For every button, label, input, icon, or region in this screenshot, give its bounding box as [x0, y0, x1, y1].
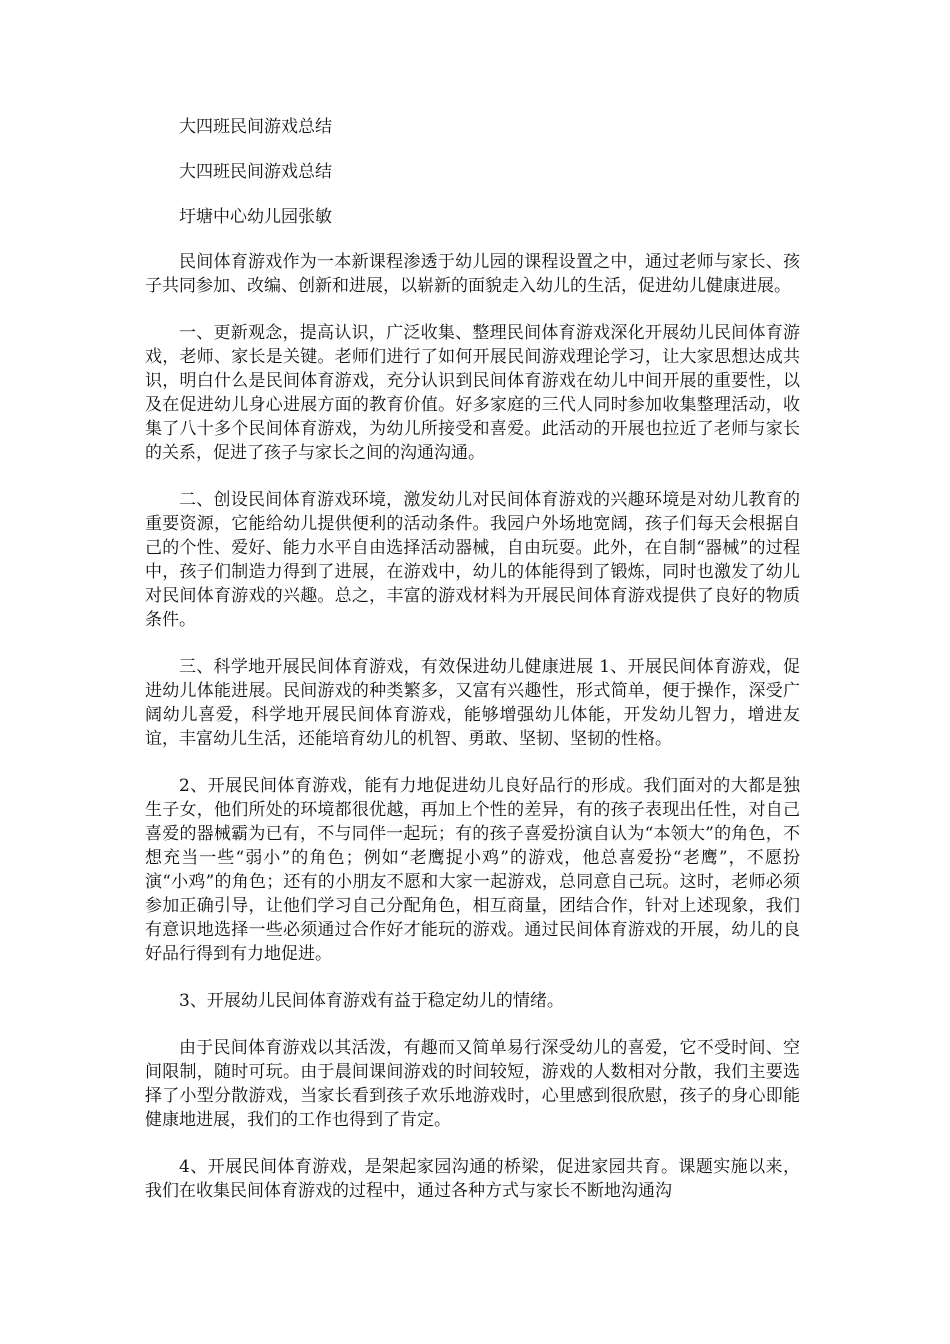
paragraph-point-2: 2、开展民间体育游戏，能有力地促进幼儿良好品行的形成。我们面对的大都是独生子女，他们所处的环境都很优越，再加上个性的差异，有的孩子表现出任性，对自己喜爱的器械霸为已有，不与同伴一起玩；有的孩子喜爱扮演自认为“本领大”的角色，不想充当一些“弱小”的角色；例如“老鹰捉小鸡”的游戏，他总喜爱扮“老鹰”，不愿扮演“小鸡”的角色；还有的小朋友不愿和大家一起游戏，总同意自己玩。这时，老师必须参加正确引导，让他们学习自己分配角色，相互商量，团结合作，针对上述现象，我们有意识地选择一些必须通过合作好才能玩的游戏。通过民间体育游戏的开展，幼儿的良好品行得到有力地促进。	[145, 776, 800, 964]
document-subtitle: 大四班民间游戏总结	[179, 162, 332, 182]
paragraph-point-3: 3、开展幼儿民间体育游戏有益于稳定幼儿的情绪。	[179, 991, 564, 1011]
paragraph-intro: 民间体育游戏作为一本新课程渗透于幼儿园的课程设置之中，通过老师与家长、孩子共同参加、改编、创新和进展，以崭新的面貌走入幼儿的生活，促进幼儿健康进展。	[145, 252, 800, 296]
paragraph-point-3-detail: 由于民间体育游戏以其活泼，有趣而又简单易行深受幼儿的喜爱，它不受时间、空间限制，随时可玩。由于晨间课间游戏的时间较短，游戏的人数相对分散，我们主要选择了小型分散游戏，当家长看到孩子欢乐地游戏时，心里感到很欣慰，孩子的身心即能健康地进展，我们的工作也得到了肯定。	[145, 1038, 800, 1130]
paragraph-section-1: 一、更新观念，提高认识，广泛收集、整理民间体育游戏深化开展幼儿民间体育游戏，老师、家长是关键。老师们进行了如何开展民间游戏理论学习，让大家思想达成共识，明白什么是民间体育游戏，充分认识到民间体育游戏在幼儿中间开展的重要性，以及在促进幼儿身心进展方面的教育价值。好多家庭的三代人同时参加收集整理活动，收集了八十多个民间体育游戏，为幼儿所接受和喜爱。此活动的开展也拉近了老师与家长的关系，促进了孩子与家长之间的沟通沟通。	[145, 323, 800, 463]
paragraph-point-4: 4、开展民间体育游戏，是架起家园沟通的桥梁，促进家园共育。课题实施以来，我们在收集民间体育游戏的过程中，通过各种方式与家长不断地沟通沟	[145, 1157, 800, 1201]
document-author: 圩塘中心幼儿园张敏	[179, 207, 332, 227]
document-body	[145, 115, 800, 1226]
document-title: 大四班民间游戏总结	[179, 117, 332, 137]
paragraph-section-3: 三、科学地开展民间体育游戏，有效保进幼儿健康进展 1、开展民间体育游戏，促进幼儿体能进展。民间游戏的种类繁多，又富有兴趣性，形式简单，便于操作，深受广阔幼儿喜爱，科学地开展民间体育游戏，能够增强幼儿体能，开发幼儿智力，增进友谊，丰富幼儿生活，还能培育幼儿的机智、勇敢、坚韧、坚韧的性格。	[145, 657, 800, 749]
paragraph-section-2: 二、创设民间体育游戏环境，激发幼儿对民间体育游戏的兴趣环境是对幼儿教育的重要资源，它能给幼儿提供便利的活动条件。我园户外场地宽阔，孩子们每天会根据自己的个性、爱好、能力水平自由选择活动器械，自由玩耍。此外，在自制“器械”的过程中，孩子们制造力得到了进展，在游戏中，幼儿的体能得到了锻炼，同时也激发了幼儿对民间体育游戏的兴趣。总之，丰富的游戏材料为开展民间体育游戏提供了良好的物质条件。	[145, 490, 800, 630]
